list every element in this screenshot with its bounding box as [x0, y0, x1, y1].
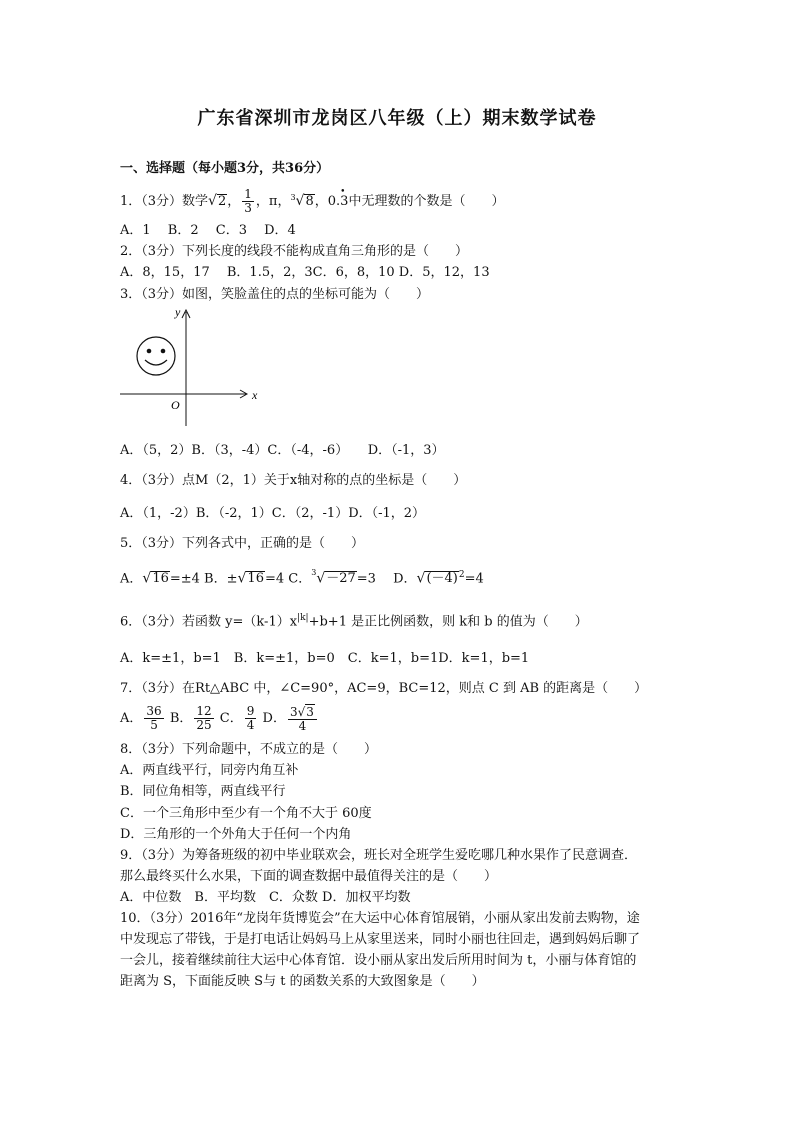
q2-options: A．8，15，17 B．1.5，2，3C．6，8，10 D．5，12，13 [120, 265, 490, 280]
smiley-face-icon [137, 337, 175, 375]
q7-c-label: C． [219, 711, 243, 726]
q6-stem-end: +b+1 是正比例函数，则 k和 b 的值为（ ） [308, 614, 588, 630]
page-title: 广东省深圳市龙岗区八年级（上）期末数学试卷 [197, 108, 597, 129]
q1-options: A．1 B．2 C．3 D．4 [120, 223, 296, 238]
q4-options: A．（1，-2）B．（-2，1）C．（2，-1）D．（-1，2） [120, 506, 426, 521]
q9-line-2: 那么最终买什么水果，下面的调查数据中最值得关注的是（ ） [120, 869, 498, 884]
coordinate-figure [118, 306, 278, 431]
y-axis-label: y [175, 306, 181, 319]
q10-line-1: 10．（3分）2016年“龙岗年货博览会”在大运中心体育馆展销，小丽从家出发前去购物，途 [120, 911, 640, 926]
section-heading: 一、选择题（每小题3分，共36分） [120, 161, 330, 176]
q7-b-fraction [194, 705, 213, 732]
q1-repeating-prefix: ，0. [314, 194, 341, 209]
q5-d-tail: =4 [464, 571, 484, 587]
q7-d-coef: 3 [289, 705, 298, 719]
q7-a-label: A． [120, 711, 143, 726]
q1-radicand-1: 2 [217, 194, 227, 209]
q2-stem: 2．（3分）下列长度的线段不能构成直角三角形的是（ ） [120, 244, 469, 259]
q5-a-label: A． [120, 571, 143, 587]
q7-d-den: 4 [298, 719, 307, 733]
q7-stem: 7．（3分）在Rt△ABC 中，∠C=90°，AC=9，BC=12，则点 C 到 AB 的距离是（ ） [120, 681, 648, 696]
q9-line-1: 9．（3分）为筹备班级的初中毕业联欢会，班长对全班学生爱吃哪几种水果作了民意调查． [120, 848, 638, 863]
q7-d-num: 3√3 [288, 704, 317, 720]
q8-option-a: A．两直线平行，同旁内角互补 [120, 763, 299, 778]
q10-line-2: 中发现忘了带钱，于是打电话让妈妈马上从家里送来，同时小丽也往回走，遇到妈妈后聊了 [120, 932, 641, 947]
q1-cube-index: 3 [290, 193, 296, 202]
q7-d-radicand: 3 [306, 705, 314, 719]
q6-stem-start: 6．（3分）若函数 y=（k-1）x [120, 614, 298, 630]
q8-option-b: B．同位角相等，两直线平行 [120, 784, 286, 799]
q5-d-radicand: (－4) [426, 571, 458, 587]
q7-a-fraction [144, 705, 163, 732]
q5-c-index: 3 [311, 568, 317, 577]
q3-options: A．（5，2）B．（3，-4）C．（-4，-6） D．（-1，3） [120, 443, 445, 458]
question-1: 1．（3分）数学√2， $\frac{1}{3}$ ，π，$^3$√8，0.• 3中无理数的个数是（ ） [120, 188, 504, 215]
x-axis-label: x [252, 388, 258, 402]
q7-d-label: D． [262, 711, 286, 726]
q4-stem: 4．（3分）点M（2，1）关于x轴对称的点的坐标是（ ） [120, 473, 467, 488]
q10-line-4: 距离为 S，下面能反映 S与 t 的函数关系的大致图象是（ ） [120, 974, 485, 989]
q5-d-exponent: 2 [458, 570, 465, 580]
q7-b-label: B． [169, 711, 193, 726]
q8-option-c: C．一个三角形中至少有一个角不大于 60度 [120, 806, 372, 821]
q1-frac-den: 3 [244, 201, 252, 215]
q1-repeating-digit: • 3 [340, 190, 348, 214]
q3-stem: 3．（3分）如图，笑脸盖住的点的坐标可能为（ ） [120, 287, 430, 302]
q5-c-radicand: －27 [326, 571, 356, 587]
q7-b-den: 25 [196, 718, 212, 732]
q1-pi: ，π， [255, 194, 291, 209]
q7-a-num: 36 [146, 704, 162, 718]
q7-c-den: 4 [246, 718, 255, 732]
q5-b-radicand: 16 [247, 571, 264, 587]
q1-frac-num: 1 [244, 187, 252, 201]
q8-stem: 8．（3分）下列命题中，不成立的是（ ） [120, 742, 378, 757]
q1-radicand-2: 8 [305, 194, 314, 209]
question-6 [120, 609, 588, 631]
q5-b-tail: =4 C． [264, 571, 312, 587]
q7-options [120, 704, 319, 734]
q10-line-3: 一会儿，接着继续前往大运中心体育馆．设小丽从家出发后所用时间为 t，小丽与体育馆的 [120, 953, 637, 968]
q5-a-radicand: 16 [152, 571, 169, 587]
q1-fraction [242, 188, 254, 215]
q1-stem-end: 中无理数的个数是（ ） [348, 194, 505, 209]
q5-a-tail: =±4 B．± [169, 571, 238, 587]
q7-c-num: 9 [246, 704, 255, 718]
q6-options: A．k=±1，b=1 B．k=±1，b=0 C．k=1，b=1D．k=1，b=1 [120, 651, 530, 666]
q5-stem: 5．（3分）下列各式中，正确的是（ ） [120, 536, 365, 551]
q7-b-num: 12 [196, 704, 212, 718]
q5-c-tail: =3 D． [356, 571, 417, 587]
q1-stem-start: 1．（3分）数学 [120, 194, 209, 209]
q5-options: A．√16=±4 B．±√16=4 C．$^3$√－27=3 D．$√(-4)^2=4$ [120, 568, 484, 587]
q7-a-den: 5 [150, 718, 158, 732]
q7-c-fraction [245, 705, 257, 732]
q8-option-d: D．三角形的一个外角大于任何一个内角 [120, 827, 352, 842]
q6-exponent: |k| [297, 613, 309, 623]
q7-d-fraction [288, 704, 317, 733]
q9-options: A．中位数 B．平均数 C．众数 D．加权平均数 [120, 890, 411, 905]
origin-label: O [171, 398, 180, 412]
